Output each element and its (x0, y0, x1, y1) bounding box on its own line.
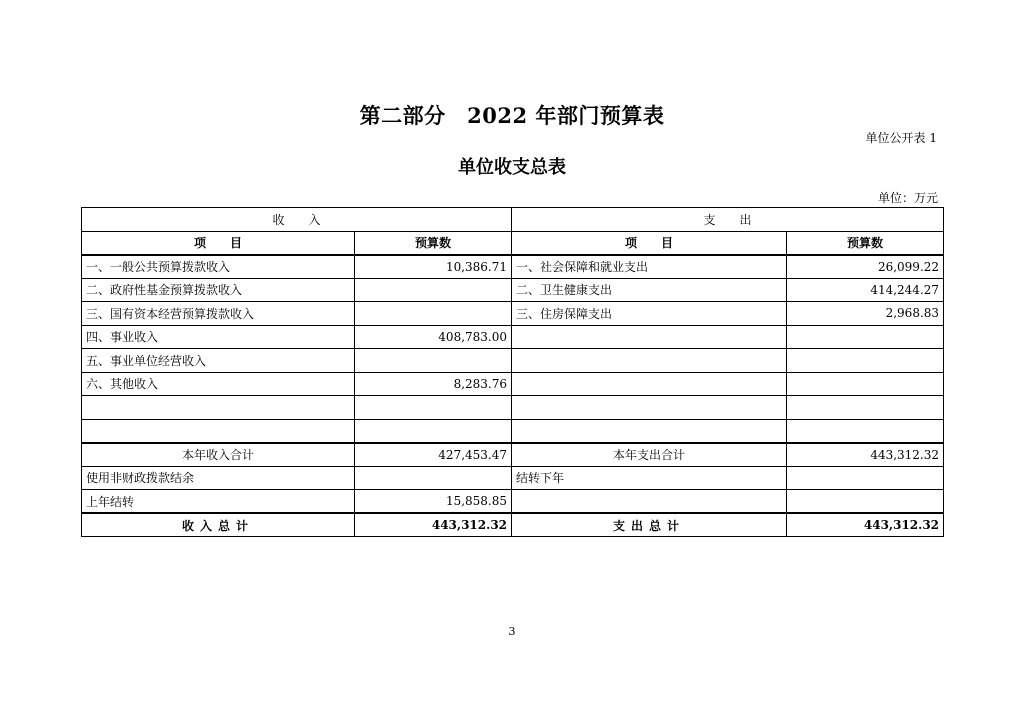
expense-section-header: 支 出 (512, 208, 944, 232)
expense-item: 二、卫生健康支出 (512, 278, 787, 302)
grand-total-row (82, 513, 944, 537)
expense-amount (787, 372, 944, 396)
income-amount (355, 419, 512, 443)
expense-amount (787, 349, 944, 373)
table-row (82, 349, 944, 373)
table-row (82, 419, 944, 443)
income-item: 上年结转 (82, 490, 355, 514)
income-amount (355, 302, 512, 326)
income-amount (355, 466, 512, 490)
income-item: 五、事业单位经营收入 (82, 349, 355, 373)
part-title: 第二部分 2022 年部门预算表 (359, 103, 665, 128)
expense-item (512, 349, 787, 373)
income-subtotal-label: 本年收入合计 (82, 443, 355, 467)
income-item: 四、事业收入 (82, 325, 355, 349)
income-amount: 10,386.71 (355, 255, 512, 279)
expense-amount: 2,968.83 (787, 302, 944, 326)
income-subtotal-amount: 427,453.47 (355, 443, 512, 467)
income-item-header: 项 目 (82, 231, 355, 255)
expense-subtotal-label: 本年支出合计 (512, 443, 787, 467)
expense-subtotal-amount: 443,312.32 (787, 443, 944, 467)
expense-item: 结转下年 (512, 466, 787, 490)
income-item: 六、其他收入 (82, 372, 355, 396)
expense-item (512, 419, 787, 443)
expense-amount (787, 466, 944, 490)
expense-item (512, 372, 787, 396)
income-amount: 15,858.85 (355, 490, 512, 514)
subtotal-row (82, 443, 944, 467)
income-item: 三、国有资本经营预算拨款收入 (82, 302, 355, 326)
income-amount-header: 预算数 (355, 231, 512, 255)
expense-total-label: 支出总计 (512, 513, 787, 537)
income-amount: 8,283.76 (355, 372, 512, 396)
expense-amount: 26,099.22 (787, 255, 944, 279)
page-number: 3 (508, 625, 516, 638)
income-amount: 408,783.00 (355, 325, 512, 349)
expense-amount (787, 396, 944, 420)
column-header-row (82, 231, 944, 255)
expense-amount (787, 490, 944, 514)
expense-amount-header: 预算数 (787, 231, 944, 255)
income-amount (355, 349, 512, 373)
table-row (82, 302, 944, 326)
unit-label: 单位：万元 (877, 191, 938, 205)
expense-amount (787, 325, 944, 349)
table-row (82, 466, 944, 490)
income-item: 使用非财政拨款结余 (82, 466, 355, 490)
table-row (82, 325, 944, 349)
income-total-amount: 443,312.32 (355, 513, 512, 537)
expense-item-header: 项 目 (512, 231, 787, 255)
income-amount (355, 278, 512, 302)
expense-item: 一、社会保障和就业支出 (512, 255, 787, 279)
table-row (82, 255, 944, 279)
expense-item (512, 490, 787, 514)
expense-item: 三、住房保障支出 (512, 302, 787, 326)
expense-amount (787, 419, 944, 443)
section-header-row (82, 208, 944, 232)
table-row (82, 396, 944, 420)
table-row (82, 490, 944, 514)
table-row (82, 278, 944, 302)
budget-summary-table (81, 207, 944, 537)
income-item: 二、政府性基金预算拨款收入 (82, 278, 355, 302)
table-code: 单位公开表 1 (865, 131, 937, 145)
expense-total-amount: 443,312.32 (787, 513, 944, 537)
income-total-label: 收入总计 (82, 513, 355, 537)
income-item (82, 419, 355, 443)
expense-item (512, 396, 787, 420)
table-title: 单位收支总表 (458, 157, 566, 178)
table-row (82, 372, 944, 396)
income-item: 一、一般公共预算拨款收入 (82, 255, 355, 279)
income-amount (355, 396, 512, 420)
income-item (82, 396, 355, 420)
expense-item (512, 325, 787, 349)
income-section-header: 收 入 (82, 208, 512, 232)
expense-amount: 414,244.27 (787, 278, 944, 302)
